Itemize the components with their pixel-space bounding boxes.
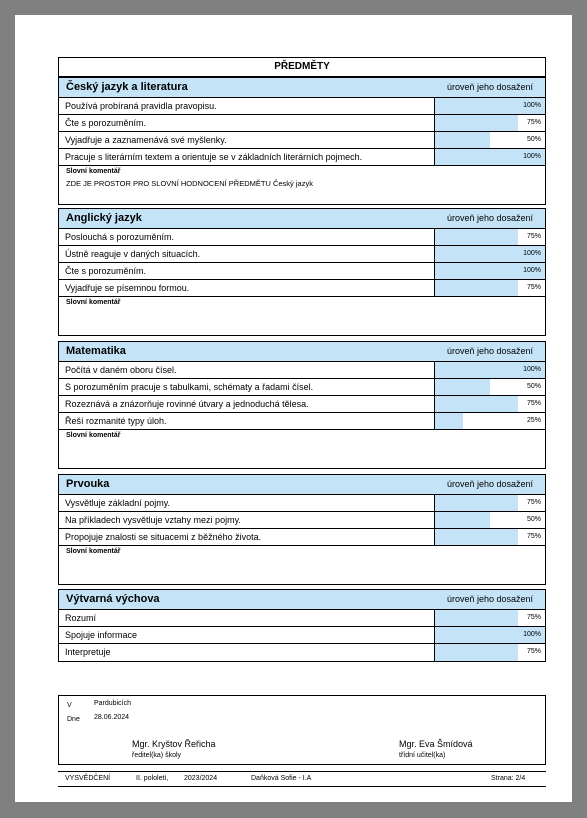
footer-year: 2023/2024 [184, 775, 218, 782]
level-cell [434, 529, 545, 545]
criterion-text: Vyjadřuje a zaznamenává své myšlenky. [65, 135, 227, 145]
criterion-text: Pracuje s literárním textem a orientuje se v základních literárních pojmech. [65, 152, 363, 162]
section-english [58, 208, 546, 336]
comment-label: Slovní komentář [66, 168, 121, 175]
director-name: Mgr. Kryštov Řeřicha [132, 739, 216, 749]
place-label: V [67, 702, 72, 709]
signature-box [58, 695, 546, 765]
criterion-text: Čte s porozuměním. [65, 266, 147, 276]
level-value: 25% [526, 417, 541, 424]
level-bar [435, 280, 518, 296]
footer-term: II. pololetí, [136, 775, 169, 782]
comment-label: Slovní komentář [66, 299, 121, 306]
level-cell [434, 627, 545, 643]
level-cell [434, 229, 545, 245]
level-header: úroveň jeho dosažení [446, 213, 533, 223]
section-math [58, 341, 546, 469]
criterion-row [59, 246, 545, 263]
criterion-row [59, 396, 545, 413]
level-bar [435, 529, 518, 545]
level-value: 100% [523, 267, 541, 274]
section-header [59, 475, 545, 495]
level-cell [434, 246, 545, 262]
footer-doc: VYSVĚDČENÍ [65, 775, 111, 782]
criterion-text: Rozeznává a znázorňuje rovinné útvary a jednoduchá tělesa. [65, 399, 309, 409]
level-value: 100% [523, 102, 541, 109]
level-cell [434, 263, 545, 279]
criterion-row [59, 413, 545, 430]
level-value: 75% [526, 499, 541, 506]
level-cell [434, 413, 545, 429]
criterion-text: Používá probíraná pravidla pravopisu. [65, 101, 217, 111]
section-czech [58, 77, 546, 205]
criterion-text: Vyjadřuje se písemnou formou. [65, 283, 190, 293]
level-value: 75% [526, 400, 541, 407]
level-cell [434, 115, 545, 131]
level-value: 75% [526, 233, 541, 240]
criterion-row [59, 610, 545, 627]
level-bar [435, 229, 518, 245]
level-bar [435, 495, 518, 511]
level-cell [434, 98, 545, 114]
criterion-text: Poslouchá s porozuměním. [65, 232, 175, 242]
criterion-row [59, 495, 545, 512]
criterion-row [59, 115, 545, 132]
footer-student: Daňková Sofie - I.A [251, 775, 312, 782]
page-title: PŘEDMĚTY [58, 57, 546, 77]
criterion-text: Ústně reaguje v daných situacích. [65, 249, 201, 259]
section-art [58, 589, 546, 662]
section-title: Matematika [66, 345, 126, 357]
level-value: 100% [523, 366, 541, 373]
criterion-row [59, 132, 545, 149]
level-value: 75% [526, 119, 541, 126]
date-value: 28.06.2024 [94, 714, 130, 721]
section-header [59, 590, 545, 610]
level-cell [434, 610, 545, 626]
level-cell [434, 396, 545, 412]
section-title: Český jazyk a literatura [66, 81, 188, 93]
section-title: Prvouka [66, 478, 110, 490]
criterion-row [59, 529, 545, 546]
section-title: Anglický jazyk [66, 212, 142, 224]
level-bar [435, 396, 518, 412]
criterion-row [59, 379, 545, 396]
report-page [15, 15, 572, 802]
level-bar [435, 644, 518, 661]
criterion-row [59, 229, 545, 246]
criterion-text: Vysvětluje základní pojmy. [65, 498, 171, 508]
comment-box [59, 166, 545, 204]
director-role: ředitel(ka) školy [132, 752, 182, 759]
criterion-row [59, 512, 545, 529]
comment-label: Slovní komentář [66, 548, 121, 555]
comment-box [59, 430, 545, 468]
level-header: úroveň jeho dosažení [446, 82, 533, 92]
level-value: 75% [526, 284, 541, 291]
comment-box [59, 297, 545, 335]
bottom-rule-bottom [58, 786, 546, 787]
criterion-row [59, 149, 545, 166]
level-bar [435, 413, 463, 429]
level-value: 50% [526, 136, 541, 143]
section-prvouka [58, 474, 546, 585]
criterion-row [59, 644, 545, 661]
section-header [59, 78, 545, 98]
section-title: Výtvarná výchova [66, 593, 160, 605]
criterion-row [59, 98, 545, 115]
level-cell [434, 512, 545, 528]
level-bar [435, 115, 518, 131]
level-cell [434, 280, 545, 296]
criterion-text: S porozuměním pracuje s tabulkami, schématy a řadami čísel. [65, 382, 314, 392]
teacher-role: třídní učitel(ka) [399, 752, 446, 759]
level-header: úroveň jeho dosažení [446, 346, 533, 356]
level-cell [434, 362, 545, 378]
level-header: úroveň jeho dosažení [446, 479, 533, 489]
level-value: 50% [526, 383, 541, 390]
section-header [59, 209, 545, 229]
level-bar [435, 132, 490, 148]
criterion-text: Interpretuje [65, 647, 111, 657]
criterion-row [59, 280, 545, 297]
level-value: 75% [526, 648, 541, 655]
date-label: Dne [67, 716, 80, 723]
level-bar [435, 379, 490, 395]
place-value: Pardubicích [94, 700, 131, 707]
level-value: 100% [523, 631, 541, 638]
level-value: 75% [526, 533, 541, 540]
comment-box [59, 546, 545, 584]
criterion-text: Spojuje informace [65, 630, 138, 640]
criterion-row [59, 263, 545, 280]
criterion-text: Na příkladech vysvětluje vztahy mezi pojmy. [65, 515, 241, 525]
level-cell [434, 379, 545, 395]
criterion-text: Rozumí [65, 613, 97, 623]
level-bar [435, 512, 490, 528]
level-value: 50% [526, 516, 541, 523]
level-value: 100% [523, 250, 541, 257]
teacher-name: Mgr. Eva Šmídová [399, 739, 473, 749]
comment-label: Slovní komentář [66, 432, 121, 439]
level-bar [435, 610, 518, 626]
section-header [59, 342, 545, 362]
bottom-rule-top [58, 771, 546, 772]
criterion-text: Propojuje znalosti se situacemi z běžného života. [65, 532, 262, 542]
criterion-text: Čte s porozuměním. [65, 118, 147, 128]
level-cell [434, 132, 545, 148]
level-value: 75% [526, 614, 541, 621]
criterion-text: Řeší rozmanité typy úloh. [65, 416, 167, 426]
level-cell [434, 149, 545, 165]
comment-text: ZDE JE PROSTOR PRO SLOVNÍ HODNOCENÍ PŘEDMĚTU Český jazyk [66, 179, 313, 188]
level-cell [434, 644, 545, 661]
footer-page: Strana: 2/4 [491, 775, 526, 782]
criterion-row [59, 627, 545, 644]
level-value: 100% [523, 153, 541, 160]
level-cell [434, 495, 545, 511]
criterion-text: Počítá v daném oboru čísel. [65, 365, 177, 375]
criterion-row [59, 362, 545, 379]
level-header: úroveň jeho dosažení [446, 594, 533, 604]
